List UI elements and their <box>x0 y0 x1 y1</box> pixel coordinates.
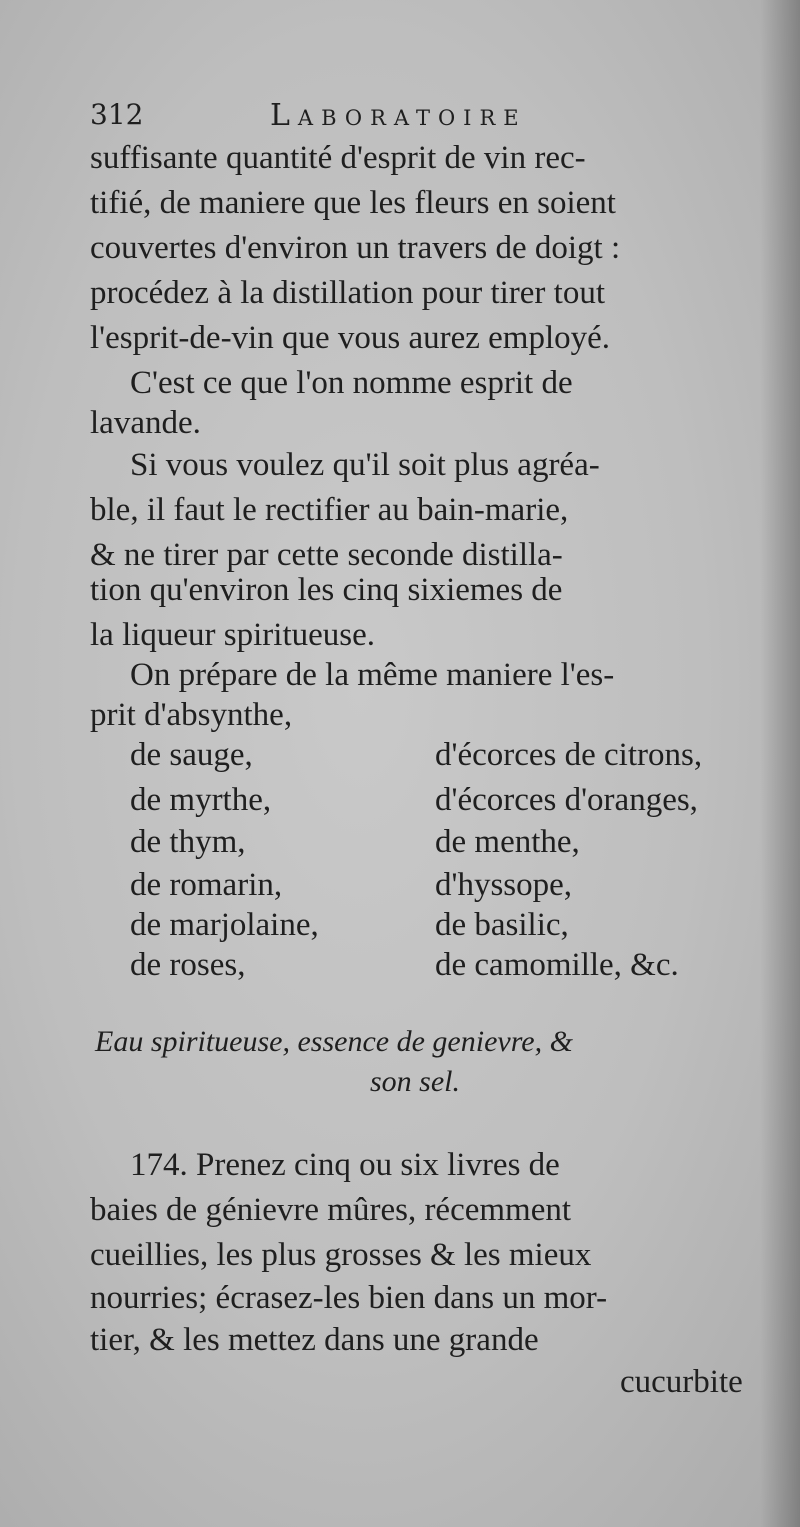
text-line: baies de génievre mûres, récemment <box>90 1192 572 1228</box>
text-line: & ne tirer par cette seconde distilla- <box>90 537 563 573</box>
list-item-left: de marjolaine, <box>130 907 319 943</box>
text-line: procédez à la distillation pour tirer tout <box>90 275 605 311</box>
running-title: Laboratoire <box>270 98 527 133</box>
list-item-right: d'écorces d'oranges, <box>435 782 698 818</box>
page-edge-shadow <box>760 0 800 1527</box>
text-line: l'esprit-de-vin que vous aurez employé. <box>90 320 611 356</box>
page-number: 312 <box>90 98 144 131</box>
text-line: ble, il faut le rectifier au bain-marie, <box>90 492 569 528</box>
list-item-left: de thym, <box>130 824 246 860</box>
text-line: suffisante quantité d'esprit de vin rec- <box>90 140 586 176</box>
list-item-right: d'hyssope, <box>435 867 573 903</box>
list-item-left: de myrthe, <box>130 782 272 818</box>
text-line: lavande. <box>90 405 201 441</box>
list-item-right: d'écorces de citrons, <box>435 737 703 773</box>
text-line: tifié, de maniere que les fleurs en soient <box>90 185 616 221</box>
section-heading: Eau spiritueuse, essence de genievre, & <box>95 1025 573 1058</box>
text-line: On prépare de la même maniere l'es- <box>130 657 615 693</box>
text-line: prit d'absynthe, <box>90 697 293 733</box>
list-item-right: de basilic, <box>435 907 569 943</box>
text-line: cueillies, les plus grosses & les mieux <box>90 1237 592 1273</box>
list-item-left: de sauge, <box>130 737 253 773</box>
list-item-right: de menthe, <box>435 824 580 860</box>
section-heading: son sel. <box>370 1065 460 1098</box>
list-item-left: de romarin, <box>130 867 283 903</box>
list-item-left: de roses, <box>130 947 246 983</box>
text-line: C'est ce que l'on nomme esprit de <box>130 365 573 401</box>
page-header <box>90 98 650 138</box>
text-line: tier, & les mettez dans une grande <box>90 1322 539 1358</box>
text-line: nourries; écrasez-les bien dans un mor- <box>90 1280 608 1316</box>
text-line: Si vous voulez qu'il soit plus agréa- <box>130 447 600 483</box>
catchword: cucurbite <box>620 1364 743 1400</box>
text-line: tion qu'environ les cinq sixiemes de <box>90 572 563 608</box>
text-line: la liqueur spiritueuse. <box>90 617 376 653</box>
list-item-right: de camomille, &c. <box>435 947 679 983</box>
text-line: couvertes d'environ un travers de doigt : <box>90 230 621 266</box>
text-line: 174. Prenez cinq ou six livres de <box>130 1147 560 1183</box>
